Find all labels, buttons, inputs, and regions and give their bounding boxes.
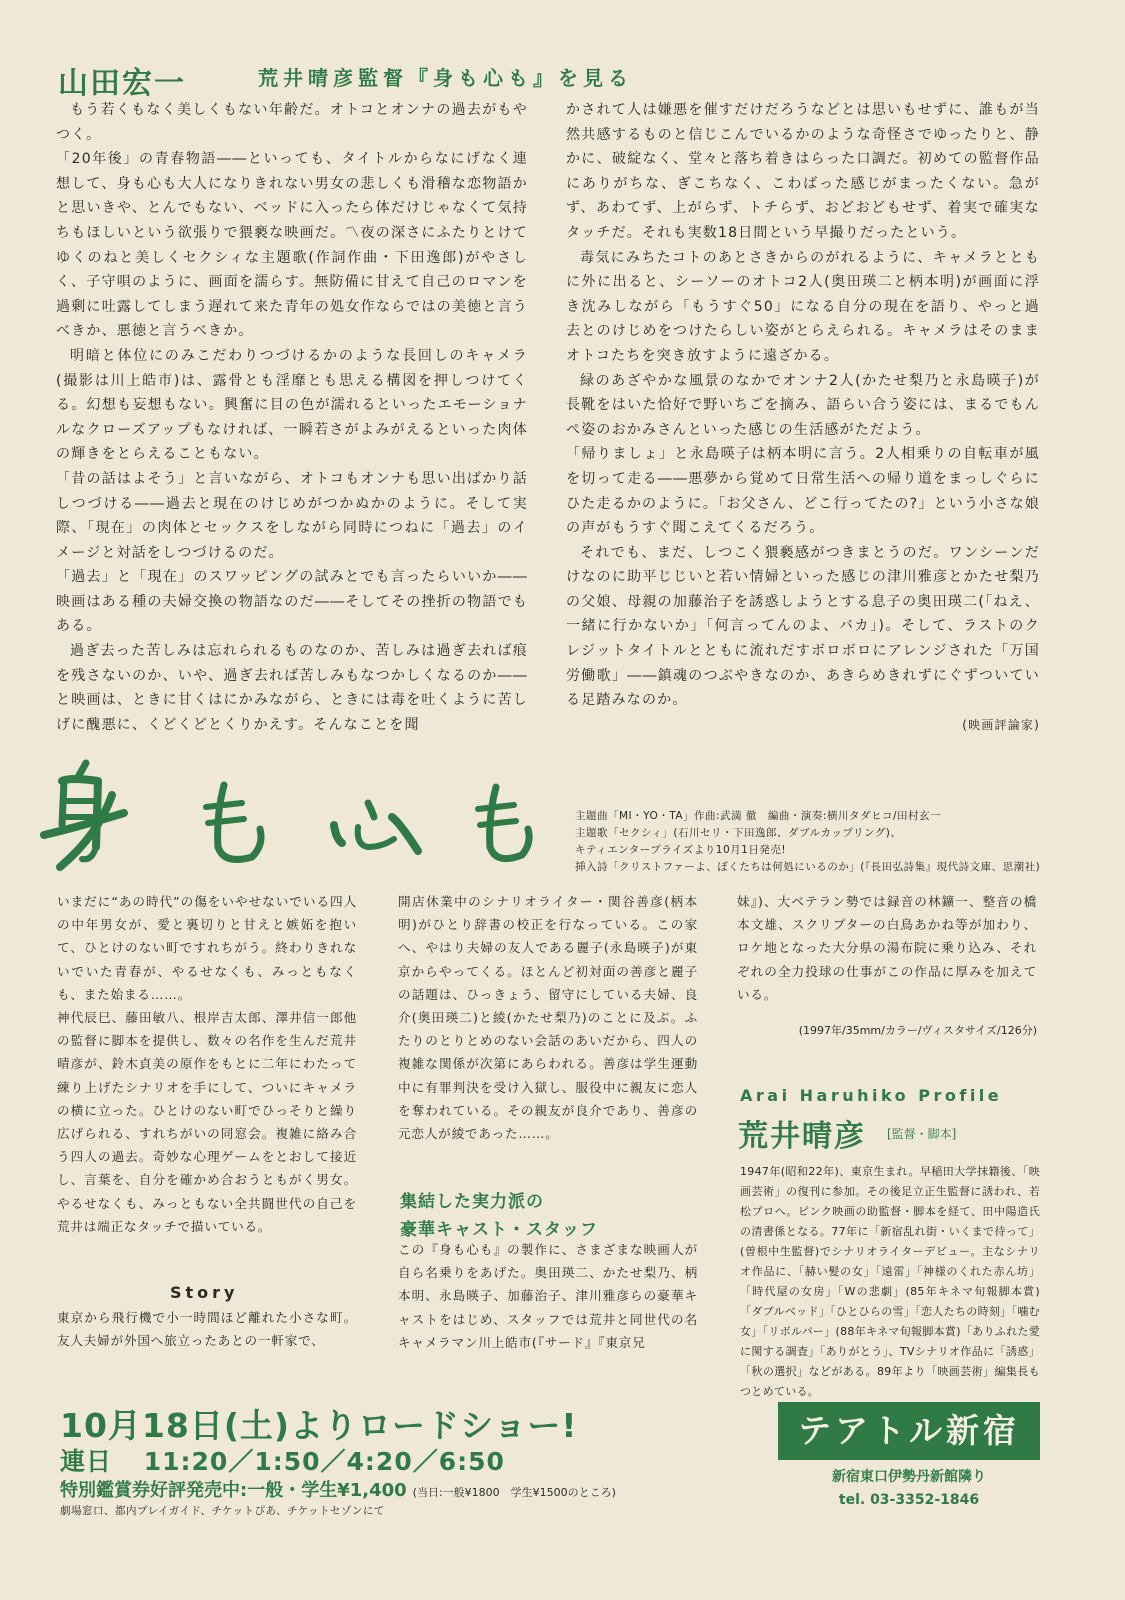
credit-line: 挿入詩「クリストファーよ、ぼくたちは何処にいるのか」(『長田弘詩集』現代詩文庫、思潮社) bbox=[575, 861, 1041, 873]
review-title: 荒井晴彦監督『身も心も』を見る bbox=[258, 66, 633, 90]
cast-heading-line: 集結した実力派の bbox=[400, 1192, 544, 1212]
intro-paragraph: 神代辰巳、藤田敏八、根岸吉太郎、澤井信一郎他の監督に脚本を提供し、数々の名作を生んだ荒井晴彦が、鈴木貞美の原作をもとに二年にわたって練り上げたシナリオを手にして、ついにキャメラの横に立った。ひとけのない町でひっそりと繰り広げられる、すれちがいの同窓会。複雑に絡み合う四人の過去。奇妙な心理ゲームをとおして接近し、言葉を、自分を確かめ合おうともがく男女。やるせなくも、みっともない全共闘世代の自己を荒井は端正なタッチで描いている。 bbox=[57, 1010, 357, 1234]
cast-heading bbox=[400, 1188, 598, 1244]
author-credit: (映画評論家) bbox=[962, 717, 1040, 732]
profile-text: 1947年(昭和22年)、東京生まれ。早稲田大学抹籍後、「映画芸術」の復刊に参加。その後足立正生監督に誘われ、若松プロへ。ピンク映画の助監督・脚本を経て、田中陽造氏の清書係となる。77年に「新宿乱れ街・いくまで待って」(曽根中生監督)でシナリオライターデビュー。主なシナリオ作品に、「赫い髪の女」「遠雷」「神様のくれた赤ん坊」「時代屋の女房」「Wの悲劇」(85年キネマ旬報脚本賞)「ダブルベッド」「ひとひらの雪」「恋人たちの時刻」「噛む女」「リボルバー」(88年キネマ旬報脚本賞)「ありふれた愛に関する調査」「ありがとう」、TVシナリオ作品に「誘惑」「秋の選択」などがある。89年より「映画芸術」編集長もつとめている。 bbox=[740, 1165, 1040, 1398]
review-paragraph: かされて人は嫌悪を催すだけだろうなどとは思いもせずに、誰もが当然共感するものと信じこんでいるかのような奇怪さでゆったりと、静かに、破綻なく、堂々と落ち着きはらった口調だ。初めての監督作品にありがちな、ぎこちなく、こわばった感じがまったくない。急がず、あわてず、上がらず、トチらず、おどおどもせず、着実で確実なタッチだ。それも実数18日間という早撮りだったという。 bbox=[566, 102, 1040, 241]
profile-role: [監督・脚本] bbox=[887, 1127, 957, 1141]
story-heading: Story bbox=[170, 1283, 239, 1302]
intro-paragraph: いまだに“あの時代”の傷をいやせないでいる四人の中年男女が、愛と裏切りと甘えと嫉妬を抱いて、ひとけのない町ですれちがう。終わりきれないでいた青春が、やるせなくも、みっともなくも、また始まる……。 bbox=[57, 894, 357, 1002]
ticket-price: 特別鑑賞券好評発売中:一般・学生¥1,400 bbox=[60, 1480, 407, 1501]
showtime: 4:20 bbox=[346, 1447, 413, 1476]
showtime: 1:50 bbox=[254, 1447, 321, 1476]
intro-column-3: 妹』)、大ベテラン勢では録音の林鑛一、整音の橋本文雄、スクリプターの白鳥あかね等が加わり、ロケ地となった大分県の湯布院に乗り込み、それぞれの全力投球の仕事がこの作品に厚みを加えている。 bbox=[737, 894, 1037, 1002]
theater-name: テアトル新宿 bbox=[778, 1402, 1040, 1460]
story-text: 東京から飛行機で小一時間ほど離れた小さな町。友人夫婦が外国へ旅立ったあとの一軒家で、 bbox=[57, 1310, 357, 1349]
showtimes-label: 連日 bbox=[60, 1447, 113, 1476]
music-credits bbox=[575, 808, 1040, 876]
credit-line: 主題歌「セクシィ」(石川セリ・下田逸郎、ダブルカップリング)、 bbox=[575, 827, 902, 839]
showtimes: 連日 11:20／1:50／4:20／6:50 bbox=[60, 1447, 505, 1476]
showtime: 6:50 bbox=[438, 1447, 505, 1476]
profile-name: 荒井晴彦 bbox=[738, 1119, 866, 1154]
film-logo bbox=[38, 755, 548, 880]
release-date: 10月18日(土)よりロードショー! bbox=[60, 1406, 578, 1445]
ticket-outlets: 劇場窓口、都内プレイガイド、チケットぴあ、チケットセゾンにて bbox=[60, 1505, 385, 1517]
review-left-column bbox=[56, 98, 528, 737]
review-paragraph: 「20年後」の青春物語――といっても、タイトルからなにげなく連想して、身も心も大人になりきれない男女の悲しくも滑稽な恋物語かと思いきや、とんでもない、ベッドに入ったら体だけじゃなくて気持ちもほしいという欲張りで猥褻な映画だ。〽夜の深さにふたりとけてゆくのねと美しくセクシィな主題歌(作詞作曲・下田逸郎)がやさしく、子守唄のように、画面を濡らす。無防備に甘えて自己のロマンを過剰に吐露してしまう遅れて来た青年の処女作ならではの美徳と言うべきか、悪徳と言うべきか。 bbox=[56, 151, 528, 340]
cast-heading-line: 豪華キャスト・スタッフ bbox=[400, 1220, 598, 1240]
review-paragraph: 明暗と体位にのみこだわりつづけるかのような長回しのキャメラ(撮影は川上皓市)は、露骨とも淫靡とも思える構図を押しつけてくる。幻想も妄想もない。興奮に目の色が濡れるといったエモーショナルなクローズアップもなければ、一瞬若さがよみがえるといった肉体の輝きをとらえることもない。 bbox=[56, 347, 528, 463]
showtime: 11:20 bbox=[143, 1447, 229, 1476]
cast-text: この『身も心も』の製作に、さまざまな映画人が自ら名乗りをあげた。奥田瑛二、かたせ梨乃、柄本明、永島暎子、加藤治子、津川雅彦らの豪華キャストをはじめ、スタッフでは荒井と同世代の名キャメラマン川上皓市(『サード』『東京兄 bbox=[398, 1242, 698, 1350]
review-paragraph: 毒気にみちたコトのあとさきからのがれるように、キャメラとともに外に出ると、シーソーのオトコ2人(奥田瑛二と柄本明)が画面に浮き沈みしながら「もうすぐ50」になる自分の現在を語り、やっと過去とのけじめをつけたらしい姿がとらえられる。キャメラはそのままオトコたちを突き放すように遠ざかる。 bbox=[566, 249, 1040, 364]
ticket-info bbox=[60, 1476, 616, 1502]
review-paragraph: それでも、まだ、しつこく猥褻感がつきまとうのだ。ワンシーンだけなのに助平じじいと若い情婦といった感じの津川雅彦とかたせ梨乃の父娘、母親の加藤治子を誘惑しようとする息子の奥田瑛二(「ねえ、一緒に行かないか」「何言ってんのよ、バカ」)。そして、ラストのクレジットタイトルとともに流れだすボロボロにアレンジされた「万国労働歌」――鎮魂のつぶやきなのか、あきらめきれずにぐずついている足踏みなのか。 bbox=[566, 544, 1040, 709]
price-note: (当日:一般¥1800 学生¥1500のところ) bbox=[412, 1486, 616, 1499]
review-right-column bbox=[566, 98, 1040, 737]
review-paragraph: 過ぎ去った苦しみは忘れられるものなのか、苦しみは過ぎ去れば痕を残さないのか、いや、過ぎ去れば苦しみもなつかしくなるのか――と映画は、ときに甘くはにかみながら、ときには毒を吐くように苦しげに醜悪に、くどくどとくりかえす。そんなことを聞 bbox=[56, 643, 528, 733]
review-paragraph: 「昔の話はよそう」と言いながら、オトコもオンナも思い出ばかり話しつづける――過去と現在のけじめがつかぬかのように。そして実際、「現在」の肉体とセックスをしながら同時につねに「過去」のイメージと対話をしつづけるのだ。 bbox=[56, 470, 528, 561]
theater-phone: tel. 03-3352-1846 bbox=[838, 1492, 980, 1508]
credit-line: 主題曲「MI・YO・TA」作曲:武満 徹 編曲・演奏:横川タダヒコ/田村玄一 bbox=[575, 810, 941, 822]
review-paragraph: 「帰りましょ」と永島暎子は柄本明に言う。2人相乗りの自転車が風を切って走る――悪夢から覚めて日常生活への帰り道をまっしぐらにひた走るかのように。「お父さん、どこ行ってたの?」という小さな娘の声がもうすぐ聞こえてくるだろう。 bbox=[566, 446, 1040, 537]
review-paragraph: もう若くもなく美しくもない年齢だ。オトコとオンナの過去がもやつく。 bbox=[56, 102, 528, 143]
intro-column-1 bbox=[57, 890, 357, 1238]
intro-column-2: 開店休業中のシナリオライター・関谷善彦(柄本明)がひとり辞書の校正を行なっている。この家へ、やはり夫婦の友人である麗子(永島暎子)が東京からやってくる。ほとんど初対面の善彦と麗子の話題は、ひっきょう、留守にしている夫婦、良介(奥田瑛二)と綾(かたせ梨乃)のことに及ぶ。ふたりのとりとめのない会話のあいだから、四人の複雑な関係が次第にあらわれる。善彦は学生運動中に有罪判決を受け入獄し、服役中に親友に恋人を奪われている。その親友が良介であり、善彦の元恋人が綾であった……。 bbox=[398, 894, 698, 1142]
profile-heading: Arai Haruhiko Profile bbox=[740, 1086, 1003, 1105]
review-author: 山田宏一 bbox=[58, 66, 186, 101]
theater-address: 新宿東口伊勢丹新館隣り bbox=[832, 1469, 986, 1485]
review-paragraph: 緑のあざやかな風景のなかでオンナ2人(かたせ梨乃と永島暎子)が長靴をはいた恰好で野いちごを摘み、語らい合う姿には、まるでもんぺ姿のおかみさんといった感じの生活感がただよう。 bbox=[566, 372, 1040, 438]
film-meta: (1997年/35mm/カラー/ヴィスタサイズ/126分) bbox=[798, 1024, 1037, 1037]
credit-line: キティエンタープライズより10月1日発売! bbox=[575, 844, 787, 856]
review-paragraph: 「過去」と「現在」のスワッピングの試みとでも言ったらいいか――映画はある種の夫婦交換の物語なのだ――そしてその挫折の物語でもある。 bbox=[56, 569, 528, 635]
